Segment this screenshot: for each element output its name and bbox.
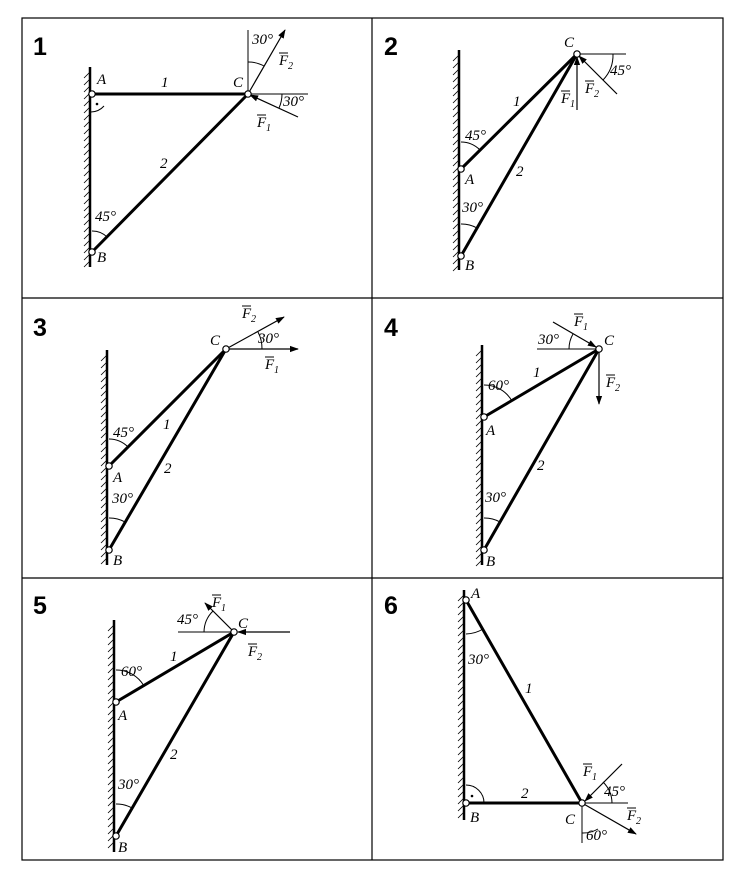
rod-1-label: 1 [163, 417, 171, 433]
svg-text:F: F [574, 314, 584, 330]
label-c: C [238, 616, 249, 632]
joint-c [579, 800, 585, 806]
svg-text:2: 2 [615, 383, 620, 394]
svg-text:F: F [265, 357, 275, 373]
panel-number: 2 [384, 33, 398, 61]
svg-text:1: 1 [583, 322, 588, 333]
svg-text:F: F [583, 764, 593, 780]
rod-2-label: 2 [521, 786, 529, 802]
svg-text:F: F [212, 595, 222, 611]
panel-5 [33, 592, 290, 856]
panel-number: 4 [384, 314, 398, 342]
wall [453, 50, 459, 271]
force-f1-label [264, 357, 279, 376]
panel-2 [384, 33, 631, 274]
joint-b [458, 253, 464, 259]
joint-a [89, 91, 95, 97]
force-f2-label [605, 375, 620, 394]
angle-b: 30° [118, 777, 139, 793]
joint-c [574, 51, 580, 57]
label-c: C [210, 333, 221, 349]
panel-number: 5 [33, 592, 47, 620]
joint-b [89, 249, 95, 255]
joint-b [463, 800, 469, 806]
joint-c [596, 346, 602, 352]
svg-text:2: 2 [594, 89, 599, 100]
svg-text:F: F [585, 81, 595, 97]
svg-text:2: 2 [251, 314, 256, 325]
label-a: A [113, 470, 123, 486]
rod-2-label: 2 [537, 458, 545, 474]
angle-f1: 30° [538, 332, 559, 348]
rod-1-label: 1 [170, 649, 178, 665]
joint-a [463, 597, 469, 603]
angle-f2: 45° [610, 63, 631, 79]
label-c: C [564, 35, 575, 51]
label-c: C [233, 75, 244, 91]
joint-a [113, 699, 119, 705]
right-angle-arc [91, 106, 104, 112]
wall [84, 67, 90, 267]
angle-f1: 30° [283, 94, 304, 110]
wall [108, 620, 114, 852]
joint-b [113, 833, 119, 839]
angle-a: 30° [468, 652, 489, 668]
label-b: B [97, 250, 107, 266]
svg-text:1: 1 [274, 365, 279, 376]
force-f2-label [247, 644, 262, 663]
panel-1 [33, 30, 308, 267]
rod-2-label: 2 [164, 461, 172, 477]
rod-1-label: 1 [525, 681, 533, 697]
angle-f2: 60° [586, 828, 607, 844]
svg-text:F: F [627, 808, 637, 824]
angle-a: 60° [121, 664, 142, 680]
force-f2-label [626, 808, 641, 827]
angle-f2: 30° [258, 331, 279, 347]
label-b: B [470, 810, 480, 826]
label-b: B [113, 553, 123, 569]
panel-number: 1 [33, 33, 47, 61]
angle-b: 30° [485, 490, 506, 506]
force-f1-label [573, 314, 588, 333]
svg-text:F: F [279, 53, 289, 69]
joint-c [245, 91, 251, 97]
rod-2-label: 2 [516, 164, 524, 180]
angle-b: 45° [95, 209, 116, 225]
joint-b [481, 547, 487, 553]
svg-text:2: 2 [636, 816, 641, 827]
force-f1-label [560, 91, 575, 110]
force-f2-label [584, 81, 599, 100]
joint-a [458, 166, 464, 172]
svg-text:F: F [606, 375, 616, 391]
angle-f2: 30° [252, 32, 273, 48]
rod-1 [466, 600, 582, 803]
rod-2-label: 2 [170, 747, 178, 763]
rod-1 [461, 54, 577, 169]
angle-a: 45° [465, 128, 486, 144]
joint-c [231, 629, 237, 635]
svg-text:F: F [242, 306, 252, 322]
angle-b: 30° [462, 200, 483, 216]
joint-a [481, 414, 487, 420]
wall [458, 590, 464, 820]
force-f2-label [278, 53, 293, 72]
angle-a: 60° [488, 378, 509, 394]
joint-c [223, 346, 229, 352]
svg-text:F: F [257, 115, 267, 131]
label-b: B [465, 258, 475, 274]
panel-number: 3 [33, 314, 47, 342]
svg-text:2: 2 [288, 61, 293, 72]
svg-text:1: 1 [266, 123, 271, 134]
angle-b: 30° [112, 491, 133, 507]
rod-1-label: 1 [161, 75, 169, 91]
angle-f1: 45° [604, 784, 625, 800]
rod-2-label: 2 [160, 156, 168, 172]
angle-f1: 45° [177, 612, 198, 628]
label-a: A [465, 172, 475, 188]
svg-text:F: F [248, 644, 258, 660]
force-f1-label [256, 115, 271, 134]
panel-3 [33, 306, 298, 569]
rod-2 [461, 54, 577, 256]
force-f2-label [241, 306, 256, 325]
label-a: A [471, 586, 481, 602]
label-c: C [604, 333, 615, 349]
label-a: A [118, 708, 128, 724]
svg-text:F: F [561, 91, 571, 107]
joint-a [106, 463, 112, 469]
angle-a: 45° [113, 425, 134, 441]
panel-6 [384, 586, 641, 844]
rod-1-label: 1 [533, 365, 541, 381]
panel-number: 6 [384, 592, 398, 620]
joint-b [106, 547, 112, 553]
svg-text:1: 1 [221, 603, 226, 614]
label-a: A [486, 423, 496, 439]
svg-text:1: 1 [592, 772, 597, 783]
rod-1-label: 1 [513, 94, 521, 110]
label-b: B [118, 840, 128, 856]
label-a: A [97, 72, 107, 88]
panel-4 [384, 314, 620, 570]
svg-text:2: 2 [257, 652, 262, 663]
label-b: B [486, 554, 496, 570]
wall [476, 345, 482, 566]
force-f1-label [582, 764, 597, 783]
wall [101, 350, 107, 565]
svg-text:1: 1 [570, 99, 575, 110]
label-c: C [565, 812, 576, 828]
rod-2 [92, 94, 248, 252]
